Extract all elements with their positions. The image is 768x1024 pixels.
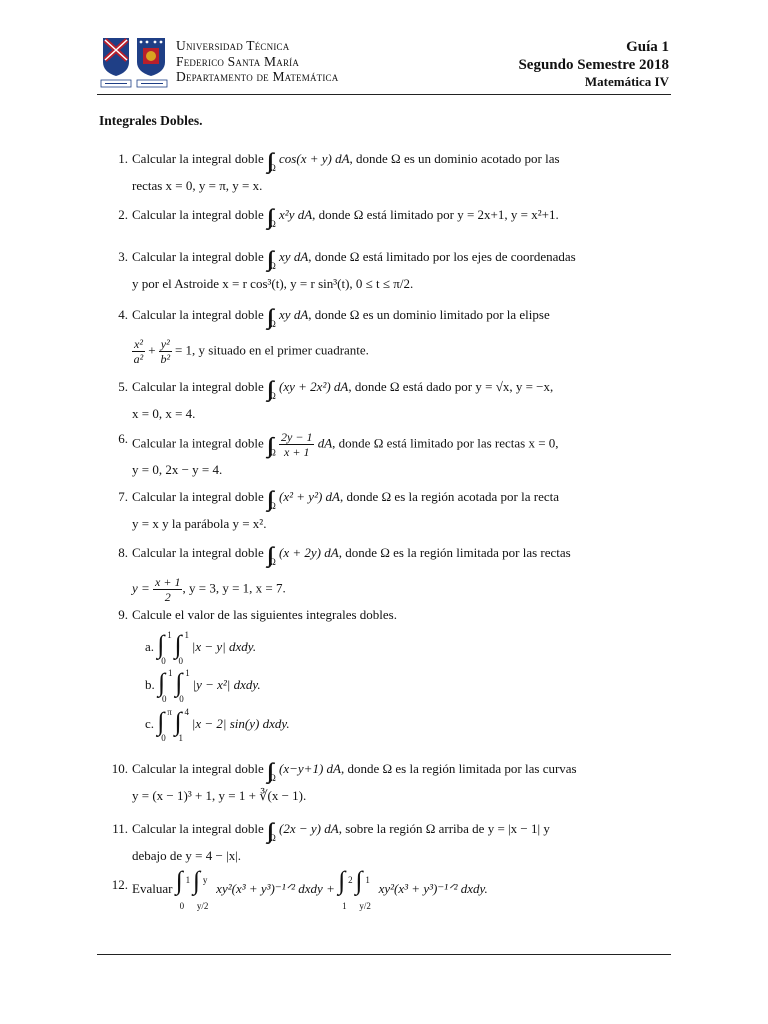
double-integral-sign: ∫∫	[267, 818, 270, 843]
semester: Segundo Semestre 2018	[518, 57, 669, 73]
problem-rest: , donde Ω está dado por y = √x, y = −x,	[348, 379, 554, 394]
problem-number: 7.	[118, 489, 128, 504]
problem-rest: , donde Ω está limitado por y = 2x+1, y = x²+1.	[312, 207, 559, 222]
omega-symbol: Ω	[269, 319, 276, 329]
problem-rest: , donde Ω está limitado por las rectas x = 0,	[332, 435, 559, 451]
integrand: (x² + y²) dA	[279, 489, 340, 504]
integrand: (x−y+1) dA	[279, 761, 341, 776]
problem-number: 11.	[112, 821, 128, 836]
ellipse-fraction-y: $\frac{\text{y²}}{\text{b²}}$	[160, 337, 171, 366]
double-integral-sign: ∫∫	[267, 758, 270, 783]
problem-number: 6.	[118, 431, 128, 446]
omega-symbol: Ω	[269, 447, 276, 458]
university-line-2: Federico Santa María	[176, 53, 300, 69]
omega-symbol: Ω	[269, 501, 276, 511]
problem-number: 2.	[118, 207, 128, 222]
integrand-b: xy²(x³ + y³)⁻¹ᐟ² dxdy.	[378, 880, 488, 896]
integrand: (xy + 2x²) dA	[279, 379, 349, 394]
problem-line-2-container	[132, 575, 672, 604]
problem-line-2: y = 0, 2x − y = 4.	[132, 462, 223, 478]
problem-lead: Calcular la integral doble	[132, 249, 264, 264]
problem-lead: Calcular la integral doble	[132, 379, 264, 394]
course-name: Matemática IV	[584, 74, 669, 89]
subproblem-label: c.	[145, 715, 155, 731]
problem-number: 8.	[118, 545, 128, 560]
double-integral-sign: ∫∫	[267, 204, 270, 229]
double-integral-sign: ∫∫	[267, 304, 270, 329]
problem-lead: Calcular la integral doble	[132, 761, 264, 776]
problem-number: 3.	[118, 249, 128, 264]
subproblem-label: a.	[145, 638, 155, 654]
double-integral-sign: ∫∫	[267, 376, 270, 401]
subproblem-integrand: |x − y| dxdy.	[191, 638, 257, 654]
problem-lead: Calcular la integral doble	[132, 821, 264, 836]
problem-number: 1.	[118, 151, 128, 166]
omega-symbol: Ω	[269, 773, 276, 783]
problem-line-2: , y = 3, y = 1, x = 7.	[182, 580, 286, 596]
ellipse-fraction-x: $\frac{\text{x²}}{\text{a²}}$	[133, 337, 144, 366]
omega-symbol: Ω	[269, 557, 276, 567]
university-logo	[99, 36, 169, 90]
subproblem-integrand: |x − 2| sin(y) dxdy.	[191, 715, 290, 731]
page: Universidad Técnica Federico Santa María Departamento de Matemática Guía 1 Segundo Semestre 2018 Matemática IV Integrales Dobles. 1. Calcular la integral doble $\int\int_\Omega$ cos(x + y) dA, donde Ω es un dominio acotado por las rectas x = 0, y = π, y = x. 2. Calcular la integral doble $\int\int_\Omega$ x²y dA, donde Ω está limitado por y = 2x+1, y = x²+1. 3. Calcular la integral doble $\int\int_\Omega$ xy dA, donde Ω está limitado por los ejes de coordenadas y por el Astroide x = r cos³(t), y = r sin³(t), 0 ≤ t ≤ π/2. 4. Calcular la integral doble $\int\int_\Omega$ xy dA, donde Ω es un dominio limitado por la elipse $\frac{\text{x²}}{\text{a²}}$ + $\frac{\text{y²}}{\text{b²}}$ = 1, y situado en el primer cuadrante. 5. Calcular la integral doble $\int\int_\Omega$ (xy + 2x²) dA, donde Ω está dado por y = √x, y = −x, x = 0, x = 4. 6. Calcular la integral doble $\int\int_\Omega$ $\frac{2y - 1}{x + 1}$ dA, donde Ω está limitado por las rectas x = 0, y = 0, 2x − y = 4. 7. Calcular la integral doble $\int\int_\Omega$ (x² + y²) dA, donde Ω es la región acotada por la recta y = x y la parábola y = x². 8. Calcular la integral doble $\int\int_\Omega$ (x + 2y) dA, donde Ω es la región limitada por las rectas y = $\frac{x + 1}{2}$ , y = 3, y = 1, x = 7. 9. Calcule el valor de las siguientes integrales dobles. a. ∫ 1 0 ∫ 1 0 |x − y| dxdy. b. ∫ 1 0 ∫ 1 0 |y − x²| dxdy. c. ∫ π 0 ∫ 4 1 |x − 2| sin(y) dxdy. 10. Calcular la integral doble $\int\int_\Omega$ (x−y+1) dA, donde Ω es la región limitada por las curvas y = (x − 1)³ + 1, y = 1 + ∛(x − 1). 11. Calcular la integral doble $\int\int_\Omega$ (2x − y) dA, sobre la región Ω arriba de y = |x − 1| y debajo de y = 4 − |x|. 12. Evaluar ∫ 1 0 ∫ y y/2 xy²(x³ + y³)⁻¹ᐟ² dxdy + ∫ 2 1 ∫ 1 y/2 xy²(x³ + y³)⁻¹ᐟ² dxdy.	[0, 0, 768, 1024]
university-line-3: Departamento de Matemática	[176, 69, 339, 84]
integrand-a: xy²(x³ + y³)⁻¹ᐟ² dxdy +	[216, 880, 335, 896]
integrand: (x + 2y) dA	[279, 545, 339, 560]
subproblem-label: b.	[145, 676, 155, 692]
problem-rest: , sobre la región Ω arriba de y = |x − 1| y	[338, 821, 550, 836]
university-name	[176, 38, 338, 85]
integrand: cos(x + y) dA	[279, 151, 350, 166]
problem-rest: , donde Ω es la región limitada por las rectas	[338, 545, 571, 560]
problem-number: 9.	[118, 607, 128, 622]
subproblem-a: a. ∫ 1 0 ∫ 1 0 |x − y| dxdy.	[145, 630, 257, 666]
problem-lead: Calcular la integral doble	[132, 151, 264, 166]
omega-symbol: Ω	[269, 391, 276, 401]
problem-number: 10.	[111, 761, 128, 776]
problem-lead: Evaluar	[132, 880, 173, 896]
footer-rule	[97, 954, 671, 955]
integrand: (2x − y) dA	[279, 821, 339, 836]
integrand-fraction: $\frac{2y - 1}{x + 1}$	[281, 430, 313, 459]
double-integral-sign: ∫∫	[267, 486, 270, 511]
double-integral-sign: ∫∫	[267, 542, 270, 567]
problem-lead: Calcular la integral doble	[132, 207, 264, 222]
double-integral-sign: ∫∫	[267, 148, 270, 173]
problem-rest: , donde Ω es un dominio acotado por las	[349, 151, 560, 166]
problem-line-2-container: $\frac{\text{x²}}{\text{a²}}$ + $\frac{\text{y²}}{\text{b²}}$ = 1, y situado en el primer cuadrante.	[133, 337, 369, 366]
problem-rest: , donde Ω es la región limitada por las curvas	[340, 761, 577, 776]
line2-fraction: $\frac{x + 1}{2}$	[155, 575, 181, 604]
guide-title: Guía 1	[626, 39, 669, 55]
problem-lead: Calcular la integral doble	[132, 489, 264, 504]
omega-symbol: Ω	[269, 219, 276, 229]
subproblem-integrand: |y − x²| dxdy.	[192, 676, 261, 692]
subproblem-c: c. ∫ π 0 ∫ 4 1 |x − 2| sin(y) dxdy.	[145, 707, 290, 743]
double-integral-sign: ∫∫	[267, 432, 270, 458]
problem-lead: Calcular la integral doble	[132, 545, 264, 560]
subproblem-b: b. ∫ 1 0 ∫ 1 0 |y − x²| dxdy.	[145, 668, 261, 704]
integrand: xy dA	[279, 307, 309, 322]
problem-rest: , donde Ω es la región acotada por la recta	[340, 489, 560, 504]
header-rule	[97, 94, 671, 95]
problem-number: 12.	[111, 877, 128, 892]
guide-header	[518, 38, 669, 90]
problem-rest: , donde Ω es un dominio limitado por la elipse	[308, 307, 550, 322]
omega-symbol: Ω	[269, 833, 276, 843]
problem-line-2: = 1, y situado en el primer cuadrante.	[174, 342, 369, 358]
problem-lead: Calcule el valor de las siguientes integrales dobles.	[132, 607, 397, 622]
problem-lead: Calcular la integral doble	[132, 307, 264, 322]
problem-line-2: debajo de y = 4 − |x|.	[132, 848, 242, 863]
omega-symbol: Ω	[269, 163, 276, 173]
problem-number: 5.	[118, 379, 128, 394]
section-title: Integrales Dobles.	[99, 113, 203, 128]
integrand: x²y dA	[279, 207, 313, 222]
integrand: xy dA	[279, 249, 309, 264]
omega-symbol: Ω	[269, 261, 276, 271]
problem-line-2: y por el Astroide x = r cos³(t), y = r sin³(t), 0 ≤ t ≤ π/2.	[132, 276, 414, 291]
problem-line-2: x = 0, x = 4.	[132, 406, 196, 421]
line2-prefix: y =	[132, 580, 150, 596]
problem-line-2: y = (x − 1)³ + 1, y = 1 + ∛(x − 1).	[132, 788, 307, 803]
problem-rest: , donde Ω está limitado por los ejes de coordenadas	[308, 249, 576, 264]
integrand: dA	[317, 435, 333, 451]
problem-line-2: y = x y la parábola y = x².	[132, 516, 267, 531]
double-integral-sign: ∫∫	[267, 246, 270, 271]
university-line-1: Universidad Técnica	[176, 38, 290, 53]
problem-lead: Calcular la integral doble	[132, 435, 264, 451]
problem-number: 4.	[118, 307, 128, 322]
problem-line-2: rectas x = 0, y = π, y = x.	[132, 178, 263, 193]
